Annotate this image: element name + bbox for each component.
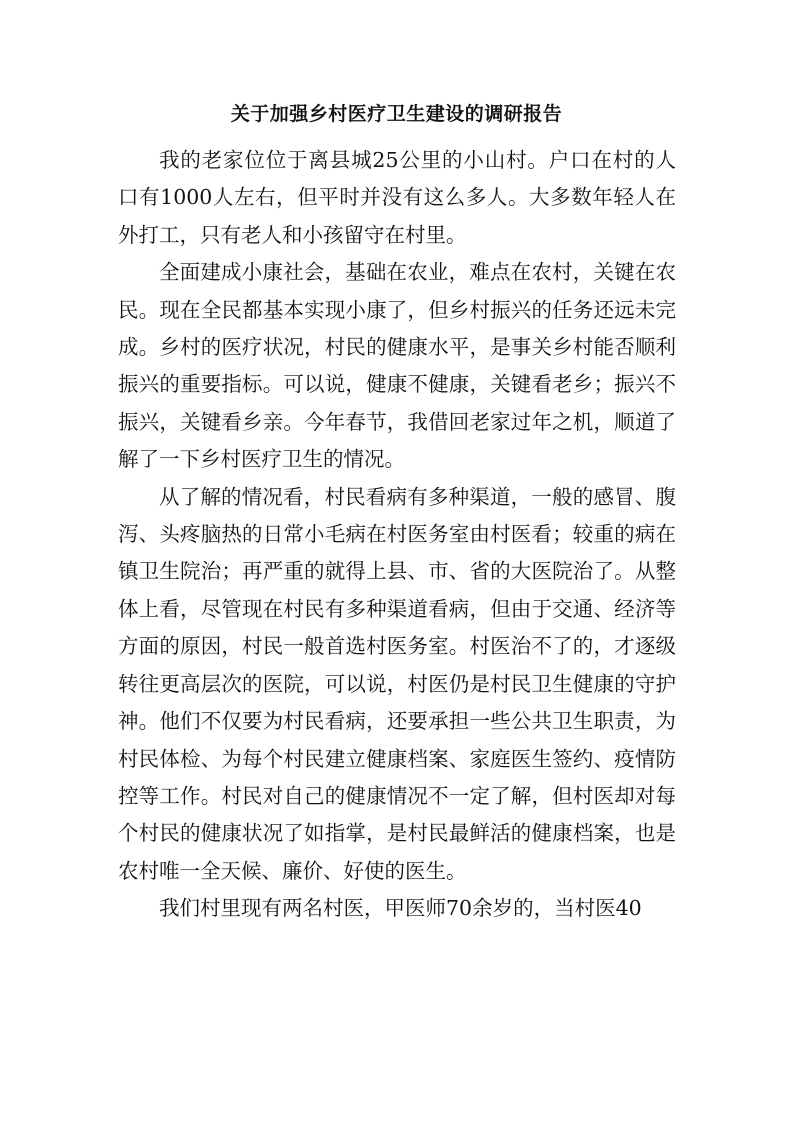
- paragraph-1: 我的老家位位于离县城25公里的小山村。户口在村的人口有1000人左右，但平时并没有这么多人。大多数年轻人在外打工，只有老人和小孩留守在村里。: [118, 148, 676, 247]
- paragraph-4: 我们村里现有两名村医，甲医师70余岁的，当村医40: [159, 896, 642, 921]
- document-body: [118, 142, 676, 928]
- paragraph-2: 全面建成小康社会，基础在农业，难点在农村，关键在农民。现在全民都基本实现小康了，但乡村振兴的任务还远未完成。乡村的医疗状况，村民的健康水平，是事关乡村能否顺利振兴的重要指标。可以说，健康不健康，关键看老乡；振兴不振兴，关键看乡亲。今年春节，我借回老家过年之机，顺道了解了一下乡村医疗卫生的情况。: [118, 260, 676, 472]
- document-title: 关于加强乡村医疗卫生建设的调研报告: [230, 103, 563, 125]
- paragraph-3: 从了解的情况看，村民看病有多种渠道，一般的感冒、腹泻、头疼脑热的日常小毛病在村医务室由村医看；较重的病在镇卫生院治；再严重的就得上县、市、省的大医院治了。从整体上看，尽管现在村民有多种渠道看病，但由于交通、经济等方面的原因，村民一般首选村医务室。村医治不了的，才逐级转往更高层次的医院，可以说，村医仍是村民卫生健康的守护神。他们不仅要为村民看病，还要承担一些公共卫生职责，为村民体检、为每个村民建立健康档案、家庭医生签约、疫情防控等工作。村民对自己的健康情况不一定了解，但村医却对每个村民的健康状况了如指掌，是村民最鲜活的健康档案，也是农村唯一全天候、廉价、好使的医生。: [118, 484, 676, 883]
